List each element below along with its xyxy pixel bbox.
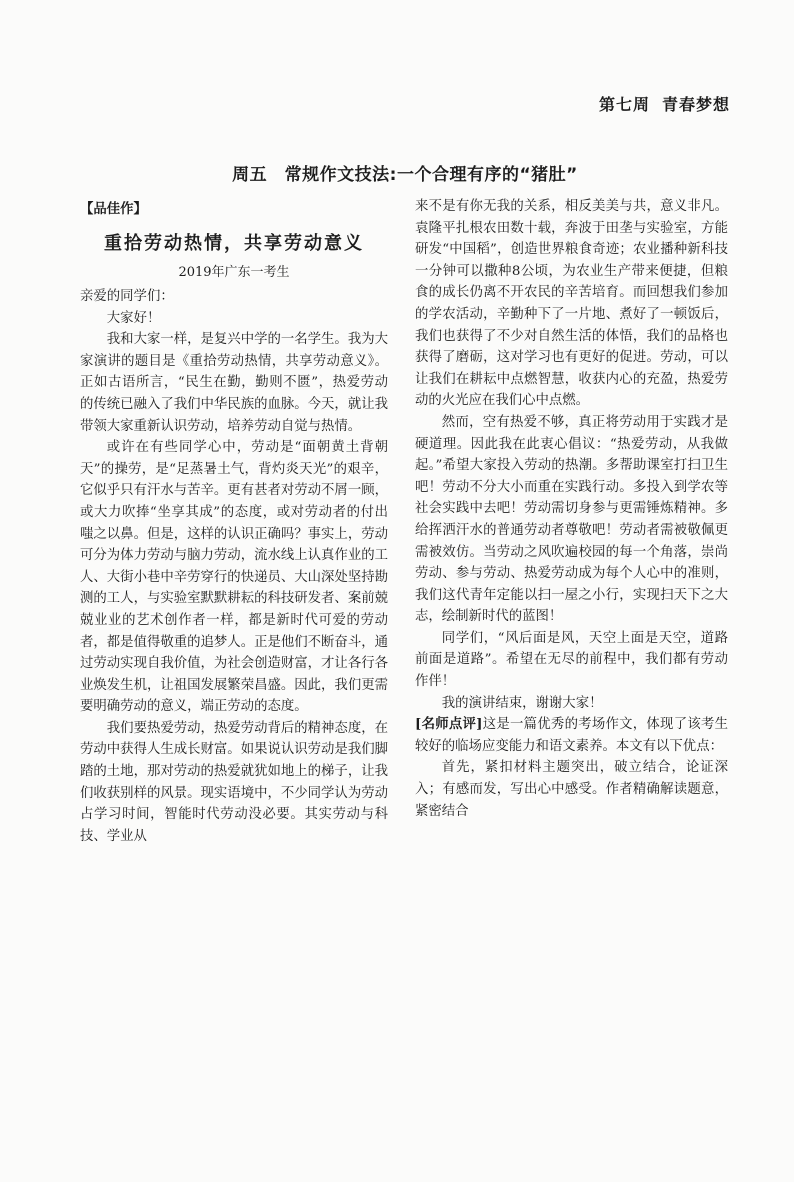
section-title: 周五 常规作文技法:一个合理有序的“猪肚” (232, 165, 578, 185)
right-column (415, 196, 728, 822)
week-theme: 青春梦想 (661, 95, 730, 114)
salutation: 亲爱的同学们： (80, 289, 174, 304)
comment-label: [名师点评] (415, 716, 483, 733)
essay-paragraph: 或许在有些同学心中，劳动是“面朝黄土背朝天”的操劳，是“足蒸暑土气，背灼炎天光”的艰辛，它似乎只有汗水与苦辛。更有甚者对劳动不屑一顾，或大力吹捧“坐享其成”的态度，或对劳动者的付出嗤之以鼻。但是，这样的认识正确吗？事实上，劳动可分为体力劳动与脑力劳动，流水线上认真作业的工人、大街小巷中辛劳穿行的快递员、大山深处坚持勘测的工人，与实验室默默耕耘的科技研发者、案前兢兢业业的艺术创作者一样，都是新时代可爱的劳动者，都是值得敬重的追梦人。正是他们不断奋斗，通过劳动实现自我价值，为社会创造财富，才让各行各业焕发生机，让祖国发展繁荣昌盛。因此，我们更需要明确劳动的意义，端正劳动的态度。 (80, 440, 388, 715)
left-column (80, 198, 388, 847)
essay-paragraph-continued: 来不是有你无我的关系，相反美美与共，意义非凡。袁隆平扎根农田数十载，奔波于田垄与实验室，方能研发“中国稻”，创造世界粮食奇迹；农业播种新科技一分钟可以撒种8公顷，为农业生产带来便捷，但粮食的成长仍离不开农民的辛苦培育。而回想我们参加的学农活动，辛勤种下了一片地、煮好了一顿饭后，我们也获得了不少对自然生活的体悟，我们的品格也获得了磨砺，这对学习也有更好的促进。劳动，可以让我们在耕耘中点燃智慧，收获内心的充盈，热爱劳动的火光应在我们心中点燃。 (415, 199, 728, 409)
essay-paragraph: 我们要热爱劳动，热爱劳动背后的精神态度，在劳动中获得人生成长财富。如果说认识劳动是我们脚踏的土地，那对劳动的热爱就犹如地上的梯子，让我们收获别样的风景。现实语境中，不少同学认为劳动占学习时间，智能时代劳动没必要。其实劳动与科技、学业从 (80, 720, 388, 844)
essay-closing: 我的演讲结束，谢谢大家！ (441, 695, 603, 711)
comment-text: 这是一篇优秀的考场作文，体现了该考生较好的临场应变能力和语文素养。本文有以下优点： (415, 717, 729, 754)
teacher-comment (415, 714, 728, 757)
page-header (599, 92, 730, 115)
comment-point: 首先，紧扣材料主题突出，破立结合，论证深入；有感而发，写出心中感受。作者精确解读题意，紧密结合 (415, 760, 728, 819)
week-label: 第七周 (598, 95, 650, 114)
greeting: 大家好！ (106, 310, 161, 326)
essay-paragraph: 我和大家一样，是复兴中学的一名学生。我为大家演讲的题目是《重拾劳动热情，共享劳动意义》。正如古语所言，“民生在勤，勤则不匮”，热爱劳动的传统已融入了我们中华民族的血脉。今天，就让我带领大家重新认识劳动，培养劳动自觉与热情。 (80, 332, 388, 434)
essay-title: 重拾劳动热情，共享劳动意义 (104, 233, 364, 254)
section-tag: 【品佳作】 (80, 201, 147, 217)
essay-paragraph: 然而，空有热爱不够，真正将劳动用于实践才是硬道理。因此我在此衷心倡议：“热爱劳动，从我做起。”希望大家投入劳动的热潮。多帮助课室打扫卫生吧！劳动不分大小而重在实践行动。多投入到学农等社会实践中去吧！劳动需切身参与更需锤炼精神。多给挥洒汗水的普通劳动者尊敬吧！劳动者需被敬佩更需被效仿。当劳动之风吹遍校园的每一个角落，崇尚劳动、参与劳动、热爱劳动成为每个人心中的准则，我们这代青年定能以扫一屋之小行，实现扫天下之大志，绘制新时代的蓝图！ (415, 414, 728, 625)
essay-paragraph: 同学们，“风后面是风，天空上面是天空，道路前面是道路”。希望在无尽的前程中，我们都有劳动作伴！ (415, 630, 728, 690)
essay-author: 2019年广东一考生 (178, 265, 290, 280)
